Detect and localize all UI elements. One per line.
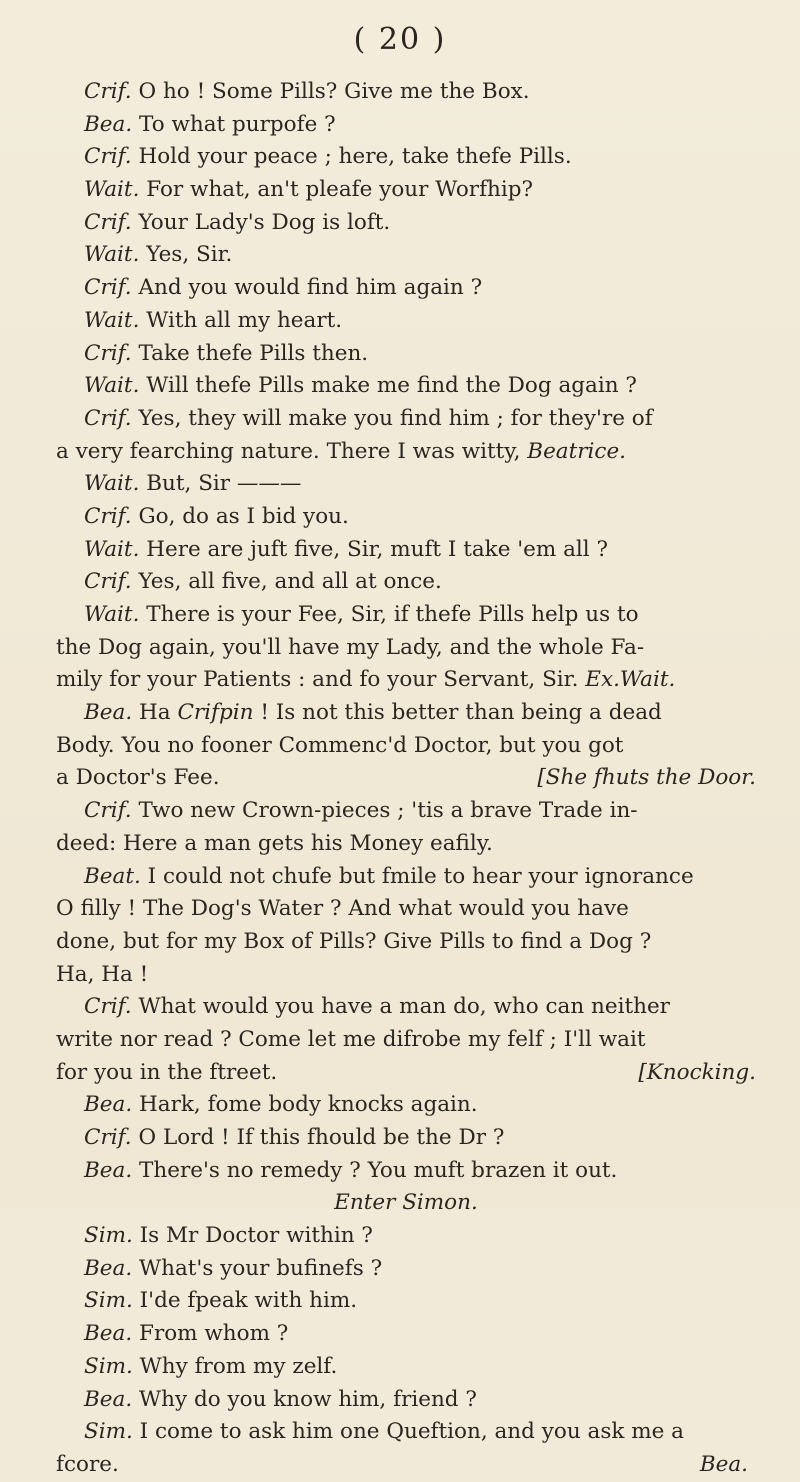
dialogue-text: O ho ! Some Pills? Give me the Box. [138, 79, 530, 104]
emphasis-text: Beatrice. [527, 438, 627, 464]
line-content [84, 1419, 684, 1444]
text-line [56, 991, 756, 1024]
speaker-name: Bea. [84, 1157, 133, 1183]
text-line [56, 1285, 756, 1318]
speaker-name: Beat. [84, 863, 141, 889]
speaker-name: Crif. [84, 144, 132, 170]
line-content [56, 635, 644, 660]
line-content [84, 1223, 373, 1248]
dialogue-text: I could not chufe but fmile to hear your ignorance [147, 863, 694, 889]
play-text [56, 76, 756, 1482]
text-line [56, 1384, 756, 1417]
line-content [56, 733, 623, 758]
line-content [84, 1158, 617, 1183]
speaker-name: Crif. [84, 798, 132, 824]
dialogue-text: To what purpofe ? [139, 111, 336, 137]
line-content [84, 210, 390, 235]
text-line [56, 370, 756, 403]
dialogue-text: Take thefe Pills then. [138, 340, 369, 366]
speaker-name: Crif. [84, 994, 132, 1020]
text-line [56, 534, 756, 567]
text-line [56, 109, 756, 142]
line-content [84, 308, 342, 333]
speaker-name: Sim. [84, 1353, 133, 1379]
dialogue-text: for you in the ftreet. [56, 1059, 278, 1085]
dialogue-text: And you would find him again ? [138, 275, 483, 301]
line-content [56, 896, 629, 921]
speaker-name: Bea. [84, 1386, 133, 1412]
dialogue-text: Hark, fome body knocks again. [139, 1092, 478, 1118]
line-content [84, 275, 482, 300]
text-line [56, 338, 756, 371]
line-content [84, 1387, 477, 1412]
speaker-name: Bea. [84, 111, 133, 137]
dialogue-text: ! Is not this better than being a dead [253, 700, 662, 726]
text-line [56, 141, 756, 174]
speaker-name: Bea. [84, 700, 133, 726]
line-content [56, 962, 148, 987]
speaker-name: Sim. [84, 1223, 133, 1249]
text-line [56, 730, 756, 763]
line-content [84, 864, 694, 889]
text-line [56, 599, 756, 632]
dialogue-text: Why from my zelf. [139, 1353, 338, 1379]
dialogue-text: Here are juft five, Sir, muft I take 'em all ? [146, 536, 609, 562]
speaker-name: Crif. [84, 340, 132, 366]
text-line [56, 1416, 756, 1449]
text-line [56, 1318, 756, 1351]
dialogue-text: done, but for my Box of Pills? Give Pills to find a Dog ? [56, 928, 652, 954]
text-line [56, 664, 756, 697]
dialogue-text: Body. You no fooner Commenc'd Doctor, but you got [56, 732, 624, 758]
speaker-name: Wait. [84, 471, 140, 497]
stage-direction: [Knocking. [638, 1059, 756, 1085]
dialogue-text: O filly ! The Dog's Water ? And what would you have [56, 896, 629, 922]
line-content [84, 1288, 357, 1313]
speaker-name: Wait. [84, 177, 140, 203]
text-line [56, 861, 756, 894]
dialogue-text: There's no remedy ? You muft brazen it out. [139, 1157, 618, 1183]
dialogue-text: Why do you know him, friend ? [139, 1386, 477, 1412]
speaker-name: Crif. [84, 79, 132, 104]
dialogue-text: From whom ? [139, 1321, 289, 1347]
catchword: Bea. [699, 1451, 748, 1477]
line-content [56, 762, 220, 795]
dialogue-text: Yes, Sir. [146, 242, 233, 268]
dialogue-text: What would you have a man do, who can neither [138, 994, 670, 1020]
line-content [84, 1321, 288, 1346]
dialogue-text: But, Sir ——— [146, 471, 302, 497]
text-line [56, 1253, 756, 1286]
line-content [84, 471, 301, 496]
emphasis-text: Ex.Wait. [585, 667, 676, 693]
text-line [56, 632, 756, 665]
line-content [84, 1256, 382, 1281]
line-content [84, 602, 639, 627]
speaker-name: Wait. [84, 536, 140, 562]
text-line [56, 926, 756, 959]
line-content [84, 406, 653, 431]
dialogue-text: Two new Crown-pieces ; 'tis a brave Trade in- [138, 798, 638, 824]
line-content [84, 1125, 504, 1150]
line-content [84, 700, 662, 725]
text-line [56, 828, 756, 861]
speaker-name: Wait. [84, 602, 140, 627]
speaker-name: Crif. [84, 1125, 132, 1150]
line-content [84, 373, 637, 398]
text-line [56, 1187, 756, 1220]
text-line [56, 1122, 756, 1155]
dialogue-text: O Lord ! If this fhould be the Dr ? [138, 1125, 505, 1150]
dialogue-text: the Dog again, you'll have my Lady, and the whole Fa- [56, 634, 645, 660]
text-line [56, 305, 756, 338]
speaker-name: Bea. [84, 1255, 133, 1281]
dialogue-text: mily for your Patients : and fo your Servant, Sir. [56, 667, 586, 693]
text-line [56, 174, 756, 207]
line-content [84, 994, 670, 1019]
text-line [56, 1155, 756, 1188]
line-content [84, 798, 638, 823]
speaker-name: Bea. [84, 1092, 133, 1118]
line-content [84, 504, 349, 529]
line-content [84, 537, 608, 562]
speaker-name: Sim. [84, 1288, 133, 1314]
line-content [84, 1092, 478, 1117]
text-line [56, 1351, 756, 1384]
text-line [56, 207, 756, 240]
emphasis-text: Crifpin [177, 700, 254, 726]
dialogue-text: Ha [139, 700, 178, 726]
speaker-name: Crif. [84, 503, 132, 529]
text-line [56, 795, 756, 828]
speaker-name: Crif. [84, 405, 132, 431]
dialogue-text: fcore. [56, 1451, 119, 1477]
dialogue-text: write nor read ? Come let me difrobe my felf ; I'll wait [56, 1026, 646, 1052]
line-content [56, 1057, 277, 1090]
text-line [56, 272, 756, 305]
text-line [56, 239, 756, 272]
dialogue-text: What's your bufinefs ? [139, 1255, 383, 1281]
line-content [84, 341, 368, 366]
dialogue-text: For what, an't pleafe your Worfhip? [146, 177, 534, 203]
dialogue-text: With all my heart. [146, 307, 343, 333]
page-number: ( 20 ) [353, 22, 447, 57]
line-content [84, 1354, 337, 1379]
dialogue-text: Yes, they will make you find him ; for they're of [138, 405, 653, 431]
dialogue-text: Hold your peace ; here, take thefe Pills. [138, 144, 572, 170]
line-content [84, 177, 533, 202]
text-line [56, 762, 756, 795]
speaker-name: Wait. [84, 242, 140, 268]
text-line [56, 1057, 756, 1090]
dialogue-text: I'de fpeak with him. [139, 1288, 358, 1314]
dialogue-text: Will thefe Pills make me find the Dog again ? [146, 373, 637, 399]
text-line [56, 501, 756, 534]
line-content [334, 1190, 478, 1215]
line-content [84, 79, 530, 104]
dialogue-text: I come to ask him one Queftion, and you ask me a [139, 1419, 684, 1445]
speaker-name: Crif. [84, 275, 132, 301]
text-line [56, 76, 756, 109]
speaker-name: Wait. [84, 373, 140, 399]
text-line [56, 566, 756, 599]
line-content [84, 242, 232, 267]
speaker-name: Crif. [84, 569, 132, 595]
stage-direction: [She fhuts the Door. [537, 765, 756, 791]
text-line [56, 959, 756, 992]
speaker-name: Bea. [84, 1321, 133, 1347]
line-content [56, 1027, 645, 1052]
dialogue-text: a Doctor's Fee. [56, 765, 220, 791]
text-line [56, 436, 756, 469]
text-line [56, 1089, 756, 1122]
dialogue-text: Ha, Ha ! [56, 961, 149, 987]
dialogue-text: Your Lady's Dog is loft. [138, 209, 391, 235]
text-line [56, 468, 756, 501]
speaker-name: Sim. [84, 1419, 133, 1445]
line-content [56, 831, 493, 856]
dialogue-text: Is Mr Doctor within ? [139, 1223, 373, 1249]
dialogue-text: a very fearching nature. There I was witty, [56, 438, 528, 464]
speaker-name: Crif. [84, 209, 132, 235]
text-line [56, 1220, 756, 1253]
dialogue-text: Go, do as I bid you. [138, 503, 349, 529]
text-line [56, 697, 756, 730]
line-content [84, 112, 336, 137]
dialogue-text: deed: Here a man gets his Money eafily. [56, 830, 493, 856]
text-line [56, 1449, 756, 1482]
text-line [56, 1024, 756, 1057]
line-content [56, 667, 675, 692]
text-line [56, 403, 756, 436]
stage-direction: Enter Simon. [334, 1190, 478, 1216]
line-content [56, 439, 626, 464]
line-content [84, 569, 442, 594]
text-line [56, 893, 756, 926]
line-content [84, 144, 572, 169]
dialogue-text: There is your Fee, Sir, if thefe Pills help us to [146, 602, 639, 627]
speaker-name: Wait. [84, 307, 140, 333]
dialogue-text: Yes, all five, and all at once. [138, 569, 442, 595]
line-content [56, 929, 651, 954]
